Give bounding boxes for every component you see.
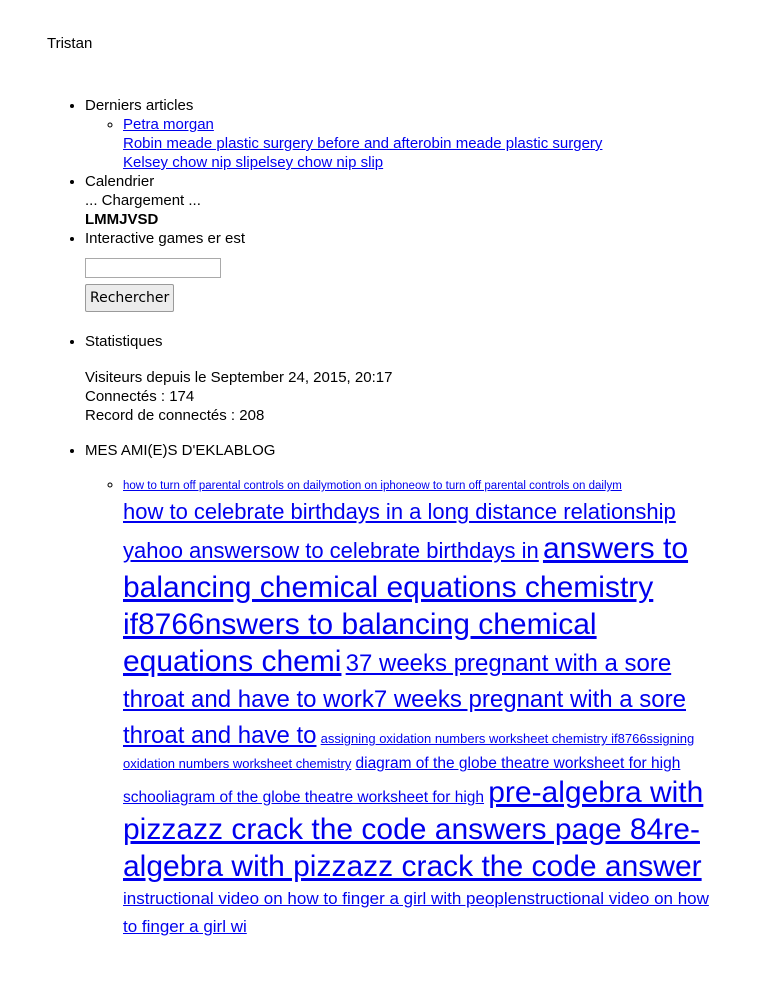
recent-posts-heading: Derniers articles bbox=[85, 97, 194, 114]
search-heading: Interactive games er est bbox=[85, 230, 246, 247]
stats-connected: Connectés : 174 bbox=[85, 388, 195, 405]
friend-link[interactable]: how to turn off parental controls on dailymotion on iphoneow to turn off parental controls on dailym bbox=[123, 480, 622, 492]
friends-tag-cloud bbox=[85, 477, 723, 941]
tag-link[interactable]: pre-algebra with pizzazz crack the code answers page 84re-algebra with pizzazz crack the code answer bbox=[123, 776, 704, 883]
calendar-heading: Calendrier bbox=[85, 173, 155, 190]
stats-block bbox=[85, 368, 768, 425]
tag-link[interactable]: instructional video on how to finger a girl with peoplenstructional video on how to finger a girl wi bbox=[123, 889, 709, 936]
friends-heading: MES AMI(E)S D'EKLABLOG bbox=[85, 442, 276, 459]
friends-widget bbox=[85, 441, 768, 941]
search-widget bbox=[85, 229, 768, 312]
calendar-widget bbox=[85, 172, 768, 229]
recent-post-link[interactable]: Robin meade plastic surgery before and afterobin meade plastic surgery bbox=[123, 135, 603, 152]
tag-link[interactable]: diagram of the globe theatre worksheet for high schooliagram of the globe theatre worksheet for high bbox=[123, 755, 681, 806]
tag-link[interactable]: answers to balancing chemical equations chemistry if8766nswers to balancing chemical equations chemi bbox=[123, 532, 689, 678]
calendar-weekdays: LMMJVSD bbox=[85, 211, 159, 228]
stats-record: Record de connectés : 208 bbox=[85, 407, 265, 424]
site-title: Tristan bbox=[47, 35, 93, 52]
stats-heading: Statistiques bbox=[85, 333, 163, 350]
tag-link[interactable]: assigning oxidation numbers worksheet chemistry if8766ssigning oxidation numbers worksheet chemistry bbox=[123, 731, 695, 771]
recent-posts-list bbox=[85, 115, 768, 172]
sidebar bbox=[47, 96, 768, 941]
recent-post-link[interactable]: Petra morgan bbox=[123, 116, 214, 133]
recent-posts-widget bbox=[85, 96, 768, 172]
search-input[interactable] bbox=[85, 258, 221, 278]
calendar-loading: ... Chargement ... bbox=[85, 192, 201, 209]
recent-post-item bbox=[123, 115, 768, 172]
stats-visitors-since: Visiteurs depuis le September 24, 2015, 20:17 bbox=[85, 369, 393, 386]
tag-link[interactable]: 37 weeks pregnant with a sore throat and have to work7 weeks pregnant with a sore throat and have to bbox=[123, 650, 686, 749]
recent-post-link[interactable]: Kelsey chow nip slipelsey chow nip slip bbox=[123, 154, 384, 171]
tag-link[interactable]: how to celebrate birthdays in a long distance relationship yahoo answersow to celebrate birthdays in bbox=[123, 499, 676, 563]
stats-widget bbox=[85, 332, 768, 425]
search-button[interactable]: Rechercher bbox=[85, 284, 174, 312]
tag-cloud-item bbox=[123, 477, 723, 941]
